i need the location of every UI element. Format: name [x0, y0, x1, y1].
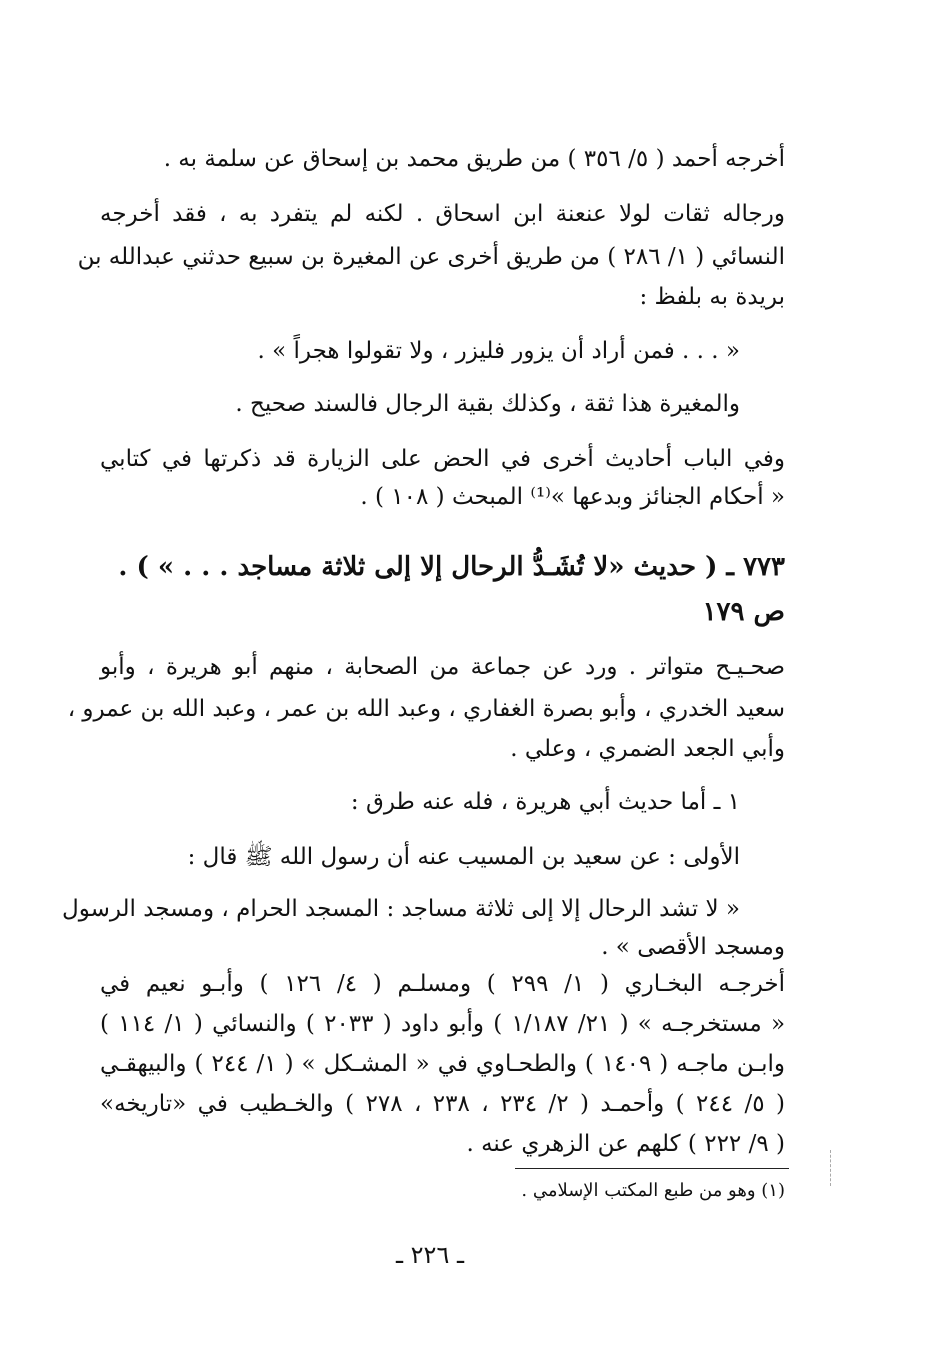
- text-line: بريدة به بلفظ :: [639, 284, 785, 310]
- footnote: (١) وهو من طبع المكتب الإسلامي .: [521, 1180, 785, 1201]
- footnote-separator: [515, 1168, 789, 1169]
- quote-line: « . . . فمن أراد أن يزور فليزر ، ولا تقولوا هجراً » .: [257, 338, 740, 364]
- text-line: صحـيـح متواتر . ورد عن جماعة من الصحابة ، منهم أبو هريرة ، وأبو: [100, 654, 785, 680]
- text-line: ( ٩/ ٢٢٢ ) كلهم عن الزهري عنه .: [466, 1131, 785, 1157]
- text-line: وفي الباب أحاديث أخرى في الحض على الزيارة قد ذكرتها في كتابي: [100, 446, 785, 472]
- page-number: ـ ٢٢٦ ـ: [395, 1241, 464, 1269]
- text-line: سعيد الخدري ، وأبو بصرة الغفاري ، وعبد الله بن عمر ، وعبد الله بن عمرو ،: [67, 696, 785, 722]
- quote-line: ومسجد الأقصى » .: [601, 934, 785, 960]
- text-line: أخرجه أحمد ( ٥/ ٣٥٦ ) من طريق محمد بن إسحاق عن سلمة به .: [163, 146, 785, 172]
- text-line: أخرجـه البخـاري ( ١/ ٢٩٩ ) ومسلـم ( ٤/ ١٢٦ ) وأبـو نعيم في: [100, 971, 785, 997]
- text-line: النسائي ( ١/ ٢٨٦ ) من طريق أخرى عن المغيرة بن سبيع حدثني عبدالله بن: [77, 244, 785, 270]
- text-line: ( ٥/ ٢٤٤ ) وأحمـد ( ٢/ ٢٣٤ ، ٢٣٨ ، ٢٧٨ ) والخـطيب في «تاريخه»: [100, 1091, 786, 1117]
- page-reference: ص ١٧٩: [702, 597, 785, 627]
- text-line: وابـن ماجـه ( ١٤٠٩ ) والطحـاوي في « المشـكل » ( ١/ ٢٤٤ ) والبيهقـي: [100, 1051, 785, 1077]
- text-line: وأبي الجعد الضمري ، وعلي .: [510, 736, 785, 762]
- margin-mark: [830, 1150, 831, 1186]
- text-line: الأولى : عن سعيد بن المسيب عنه أن رسول الله ﷺ قال :: [187, 844, 740, 870]
- text-line: ١ ـ أما حديث أبي هريرة ، فله عنه طرق :: [350, 789, 740, 815]
- text-line: « أحكام الجنائز وبدعها »⁽¹⁾ المبحث ( ١٠٨ ) .: [360, 484, 785, 510]
- text-line: « مستخرجـه » ( ٢١/ ١/١٨٧ ) وأبو داود ( ٢٠٣٣ ) والنسائي ( ١/ ١١٤ ): [100, 1011, 786, 1037]
- text-line: ورجاله ثقات لولا عنعنة ابن اسحاق . لكنه لم يتفرد به ، فقد أخرجه: [100, 201, 785, 227]
- hadith-heading: ٧٧٣ ـ ( حديث «لا تُشَـدُّ الرحال إلا إلى ثلاثة مساجد . . . » ) .: [118, 552, 785, 582]
- quote-line: « لا تشد الرحال إلا إلى ثلاثة مساجد : المسجد الحرام ، ومسجد الرسول: [61, 896, 740, 922]
- text-line: والمغيرة هذا ثقة ، وكذلك بقية الرجال فالسند صحيح .: [235, 391, 740, 417]
